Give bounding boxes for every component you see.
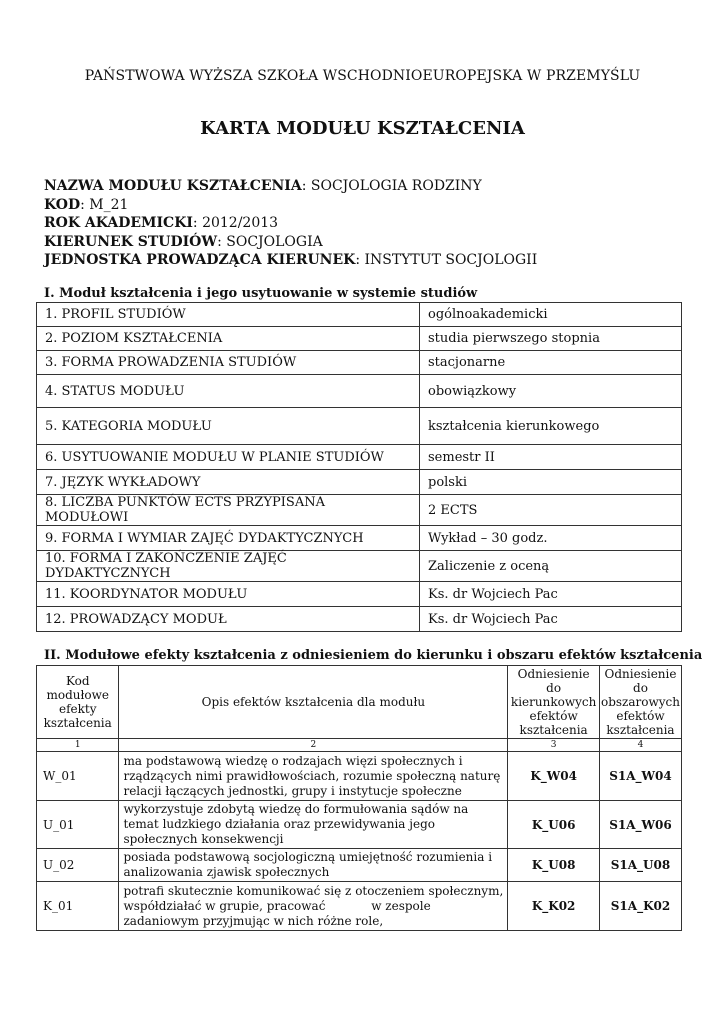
header-field-ref: Odniesienie do kierunkowych efektów kształcenia <box>508 666 600 739</box>
meta-unit: JEDNOSTKA PROWADZĄCA KIERUNEK: INSTYTUT SOCJOLOGII <box>44 252 538 268</box>
module-info-table <box>36 302 682 632</box>
section1-title: I. Moduł kształcenia i jego usytuowanie w systemie studiów <box>44 286 478 301</box>
table-row: U_01 wykorzystuje zdobytą wiedzę do formułowania sądów na temat ludzkiego działania oraz przewidywania jego społecznych konsekwencji K_U06 S1A_W06 <box>37 801 682 849</box>
table-row: 9. FORMA I WYMIAR ZAJĘĆ DYDAKTYCZNYCH Wykład – 30 godz. <box>37 526 682 551</box>
section2-title: II. Modułowe efekty kształcenia z odniesieniem do kierunku i obszaru efektów kształcenia <box>44 648 703 663</box>
table-row: 11. KOORDYNATOR MODUŁU Ks. dr Wojciech Pac <box>37 582 682 607</box>
meta-code: KOD: M_21 <box>44 196 129 213</box>
table-row: 5. KATEGORIA MODUŁU kształcenia kierunkowego <box>37 408 682 445</box>
table-row: 10. FORMA I ZAKOŃCZENIE ZAJĘĆ DYDAKTYCZNYCH Zaliczenie z oceną <box>37 551 682 582</box>
column-number-row: 1 2 3 4 <box>37 739 682 752</box>
table-row: 4. STATUS MODUŁU obowiązkowy <box>37 375 682 408</box>
learning-outcomes-table <box>36 665 682 931</box>
table-row: U_02 posiada podstawową socjologiczną umiejętność rozumienia i analizowania zjawisk społecznych K_U08 S1A_U08 <box>37 849 682 882</box>
table-row: 3. FORMA PROWADZENIA STUDIÓW stacjonarne <box>37 351 682 375</box>
school-name: PAŃSTWOWA WYŻSZA SZKOŁA WSCHODNIOEUROPEJSKA W PRZEMYŚLU <box>84 68 641 84</box>
table-row: K_01 potrafi skutecznie komunikować się z otoczeniem społecznym, współdziałać w grupie, pracować w zespole zadaniowym przyjmując w nich różne role, K_K02 S1A_K02 <box>37 882 682 931</box>
meta-name: NAZWA MODUŁU KSZTAŁCENIA: SOCJOLOGIA RODZINY <box>44 178 482 194</box>
table-header-row <box>37 666 682 739</box>
table-row: W_01 ma podstawową wiedzę o rodzajach więzi społecznych i rządzących nimi prawidłowościach, rozumie społeczną naturę relacji łączących jednostki, grupy i instytucje społeczne K_W04 S1A_W04 <box>37 752 682 801</box>
document-title: KARTA MODUŁU KSZTAŁCENIA <box>200 118 525 139</box>
meta-field: KIERUNEK STUDIÓW: SOCJOLOGIA <box>44 233 323 250</box>
meta-year: ROK AKADEMICKI: 2012/2013 <box>44 215 279 231</box>
header-description: Opis efektów kształcenia dla modułu <box>119 666 508 739</box>
table-row: 1. PROFIL STUDIÓW ogólnoakademicki <box>37 303 682 327</box>
table-row: 6. USYTUOWANIE MODUŁU W PLANIE STUDIÓW semestr II <box>37 445 682 470</box>
table-row: 2. POZIOM KSZTAŁCENIA studia pierwszego stopnia <box>37 327 682 351</box>
table-row: 12. PROWADZĄCY MODUŁ Ks. dr Wojciech Pac <box>37 607 682 632</box>
module-meta <box>44 177 537 270</box>
header-area-ref: Odniesienie do obszarowych efektów kształcenia <box>600 667 680 737</box>
header-code: Kod modułowe efekty kształcenia <box>37 666 119 739</box>
table-row: 7. JĘZYK WYKŁADOWY polski <box>37 470 682 495</box>
table-row: 8. LICZBA PUNKTÓW ECTS PRZYPISANA MODUŁOWI 2 ECTS <box>37 495 682 526</box>
